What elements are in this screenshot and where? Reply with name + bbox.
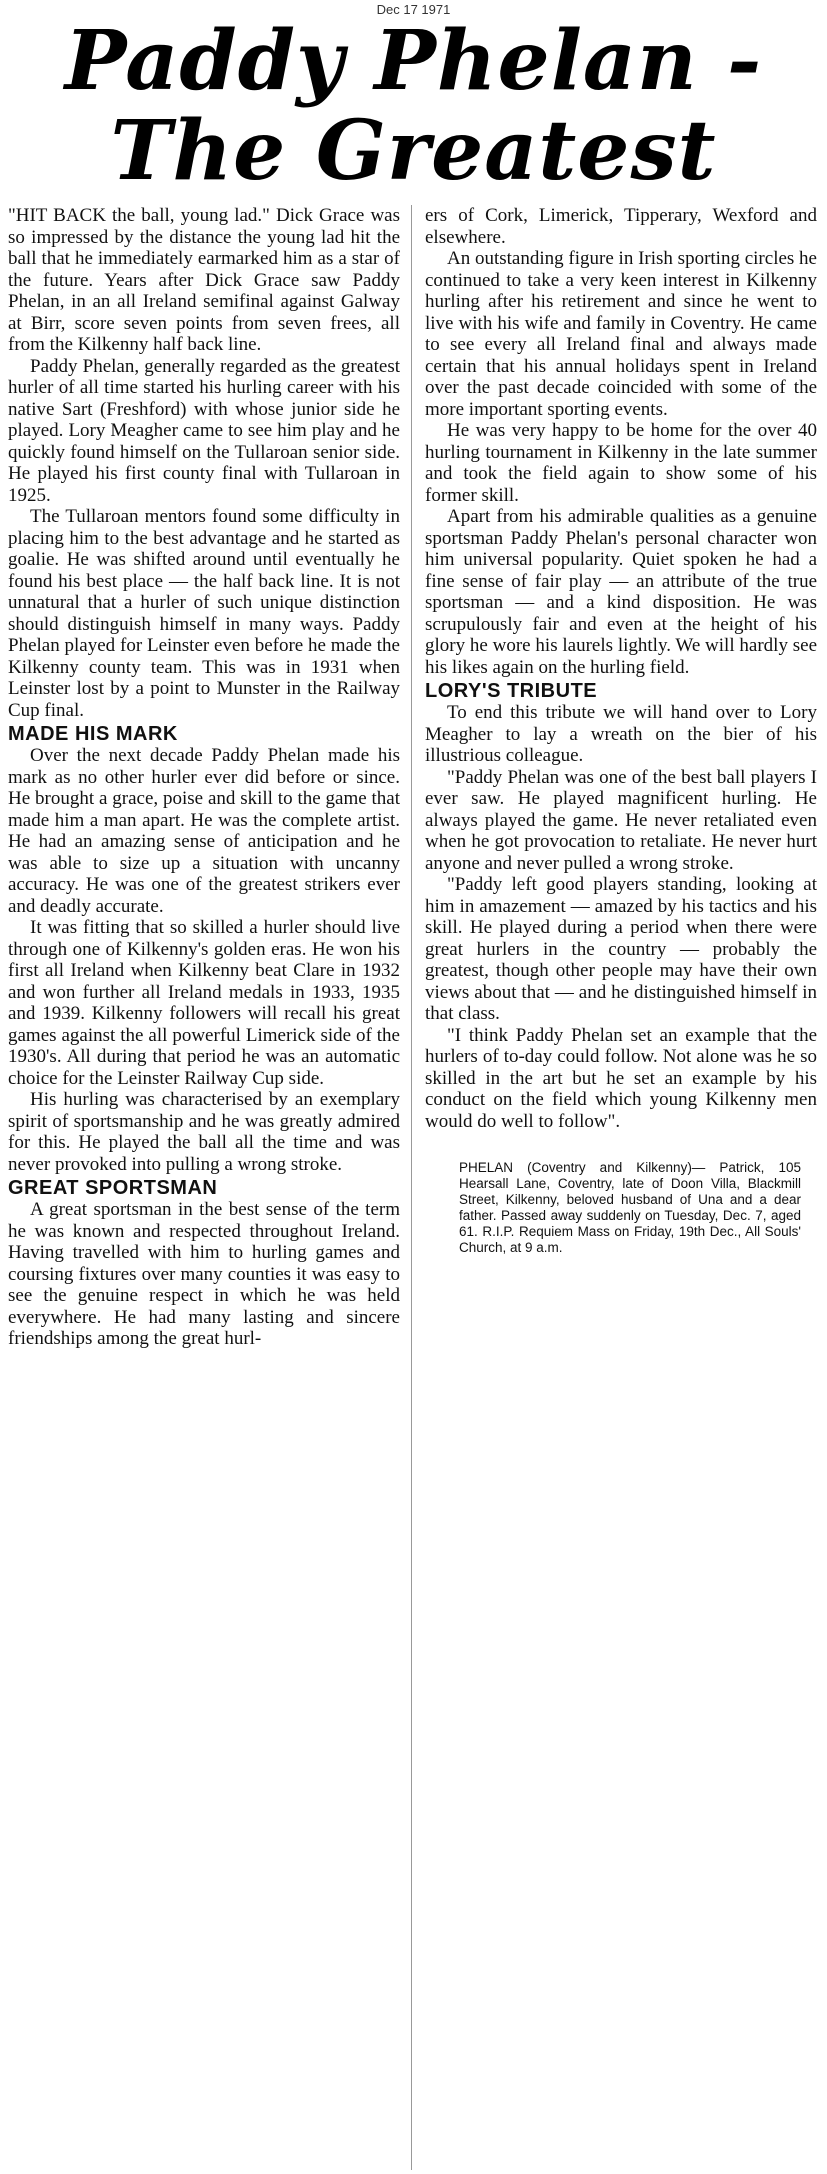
left-column [8, 205, 400, 2170]
paragraph: Over the next decade Paddy Phelan made his mark as no other hurler ever did before or since. He brought a grace, poise and skill to the game that made him a man apart. He was the complete artist. He had an amazing sense of anticipation and he was able to size up a situation with uncanny accuracy. He was one of the greatest strikers ever and deadly accurate. [8, 745, 400, 917]
right-column [425, 205, 817, 2170]
subheading-great-sportsman: GREAT SPORTSMAN [8, 1177, 218, 1199]
paragraph: "I think Paddy Phelan set an example that the hurlers of to-day could follow. Not alone was he so skilled in the art but he set an example by his conduct on the field which young Kilkenny men would do well to follow". [425, 1024, 817, 1132]
headline-line-1: Paddy Phelan - [64, 13, 763, 109]
subheading-made-his-mark: MADE HIS MARK [8, 723, 178, 745]
death-notice-text: PHELAN (Coventry and Kilkenny)— Patrick, 105 Hearsall Lane, Coventry, late of Doon Villa, Blackmill Street, Kilkenny, beloved husband of Una and a dear father. Passed away suddenly on Tuesday, Dec. 7, aged 61. R.I.P. Requiem Mass on Friday, 19th Dec., All Souls' Church, at 9 a.m. [459, 1160, 801, 1255]
paragraph: He was very happy to be home for the over 40 hurling tournament in Kilkenny in the late summer and took the field again to show some of his former skill. [425, 420, 817, 506]
paragraph: His hurling was characterised by an exemplary spirit of sportsmanship and he was greatly admired for this. He played the ball all the time and was never provoked into pulling a wrong stroke. [8, 1089, 400, 1175]
paragraph: "HIT BACK the ball, young lad." Dick Grace was so impressed by the distance the young lad hit the ball that he immediately earmarked him as a star of the future. Years after Dick Grace saw Paddy Phelan, in an all Ireland semifinal against Galway at Birr, score seven points from seven frees, all from the Kilkenny half back line. [8, 205, 400, 355]
subheading-lorys-tribute: LORY'S TRIBUTE [425, 680, 598, 702]
paragraph: An outstanding figure in Irish sporting circles he continued to take a very keen interest in Kilkenny hurling after his retirement and since he went to live with his wife and family in Coventry. He came to see every all Ireland final and always made certain that his annual holidays spent in Ireland over the past decade coincided with some of the more important sporting events. [425, 248, 817, 420]
headline-line-2: The Greatest [110, 103, 717, 199]
paragraph: It was fitting that so skilled a hurler should live through one of Kilkenny's golden eras. He won his first all Ireland when Kilkenny beat Clare in 1932 and won further all Ireland medals in 1933, 1935 and 1939. Kilkenny followers will recall his great games against the all powerful Limerick side of the 1930's. All during that period he was an automatic choice for the Leinster Railway Cup side. [8, 917, 400, 1089]
paragraph: To end this tribute we will hand over to Lory Meagher to lay a wreath on the bier of his illustrious colleague. [425, 702, 817, 766]
paragraph: "Paddy left good players standing, looking at him in amazement — amazed by his tactics and his skill. He played during a period when there were great hurlers in the country — probably the greatest, though other people may have their own views about that — and he distinguished himself in that class. [425, 874, 817, 1024]
paragraph: Apart from his admirable qualities as a genuine sportsman Paddy Phelan's personal character won him universal popularity. Quiet spoken he had a fine sense of fair play — an attribute of the true sportsman — and a kind disposition. He was scrupulously fair and even at the height of his glory he wore his laurels lightly. We will hardly see his likes again on the hurling field. [425, 506, 817, 678]
paragraph: "Paddy Phelan was one of the best ball players I ever saw. He played magnificent hurling. He always played the game. He never retaliated even when he got provocation to retaliate. He never hurt anyone and never pulled a wrong stroke. [425, 766, 817, 874]
death-notice [425, 1160, 817, 1256]
paragraph: ers of Cork, Limerick, Tipperary, Wexford and elsewhere. [425, 205, 817, 248]
date-stamp: Dec 17 1971 [376, 2, 451, 17]
paragraph: Paddy Phelan, generally regarded as the greatest hurler of all time started his hurling career with his native Sart (Freshford) with whose junior side he played. Lory Meagher came to see him play and he quickly found himself on the Tullaroan senior side. He played his first county final with Tullaroan in 1925. [8, 355, 400, 506]
column-divider [411, 205, 412, 2170]
paragraph: The Tullaroan mentors found some difficulty in placing him to the best advantage and he started as goalie. He was shifted around until eventually he found his best place — the half back line. It is not unnatural that a hurler of such unique distinction should distinguish himself in many ways. Paddy Phelan played for Leinster even before he made the Kilkenny county team. This was in 1931 when Leinster lost by a point to Munster in the Railway Cup final. [8, 506, 400, 721]
article-body [8, 205, 819, 2170]
paragraph: A great sportsman in the best sense of the term he was known and respected throughout Ireland. Having travelled with him to hurling games and coursing fixtures over many counties it was easy to see the genuine respect in which he was held everywhere. He had many lasting and sincere friendships among the great hurl- [8, 1199, 400, 1349]
